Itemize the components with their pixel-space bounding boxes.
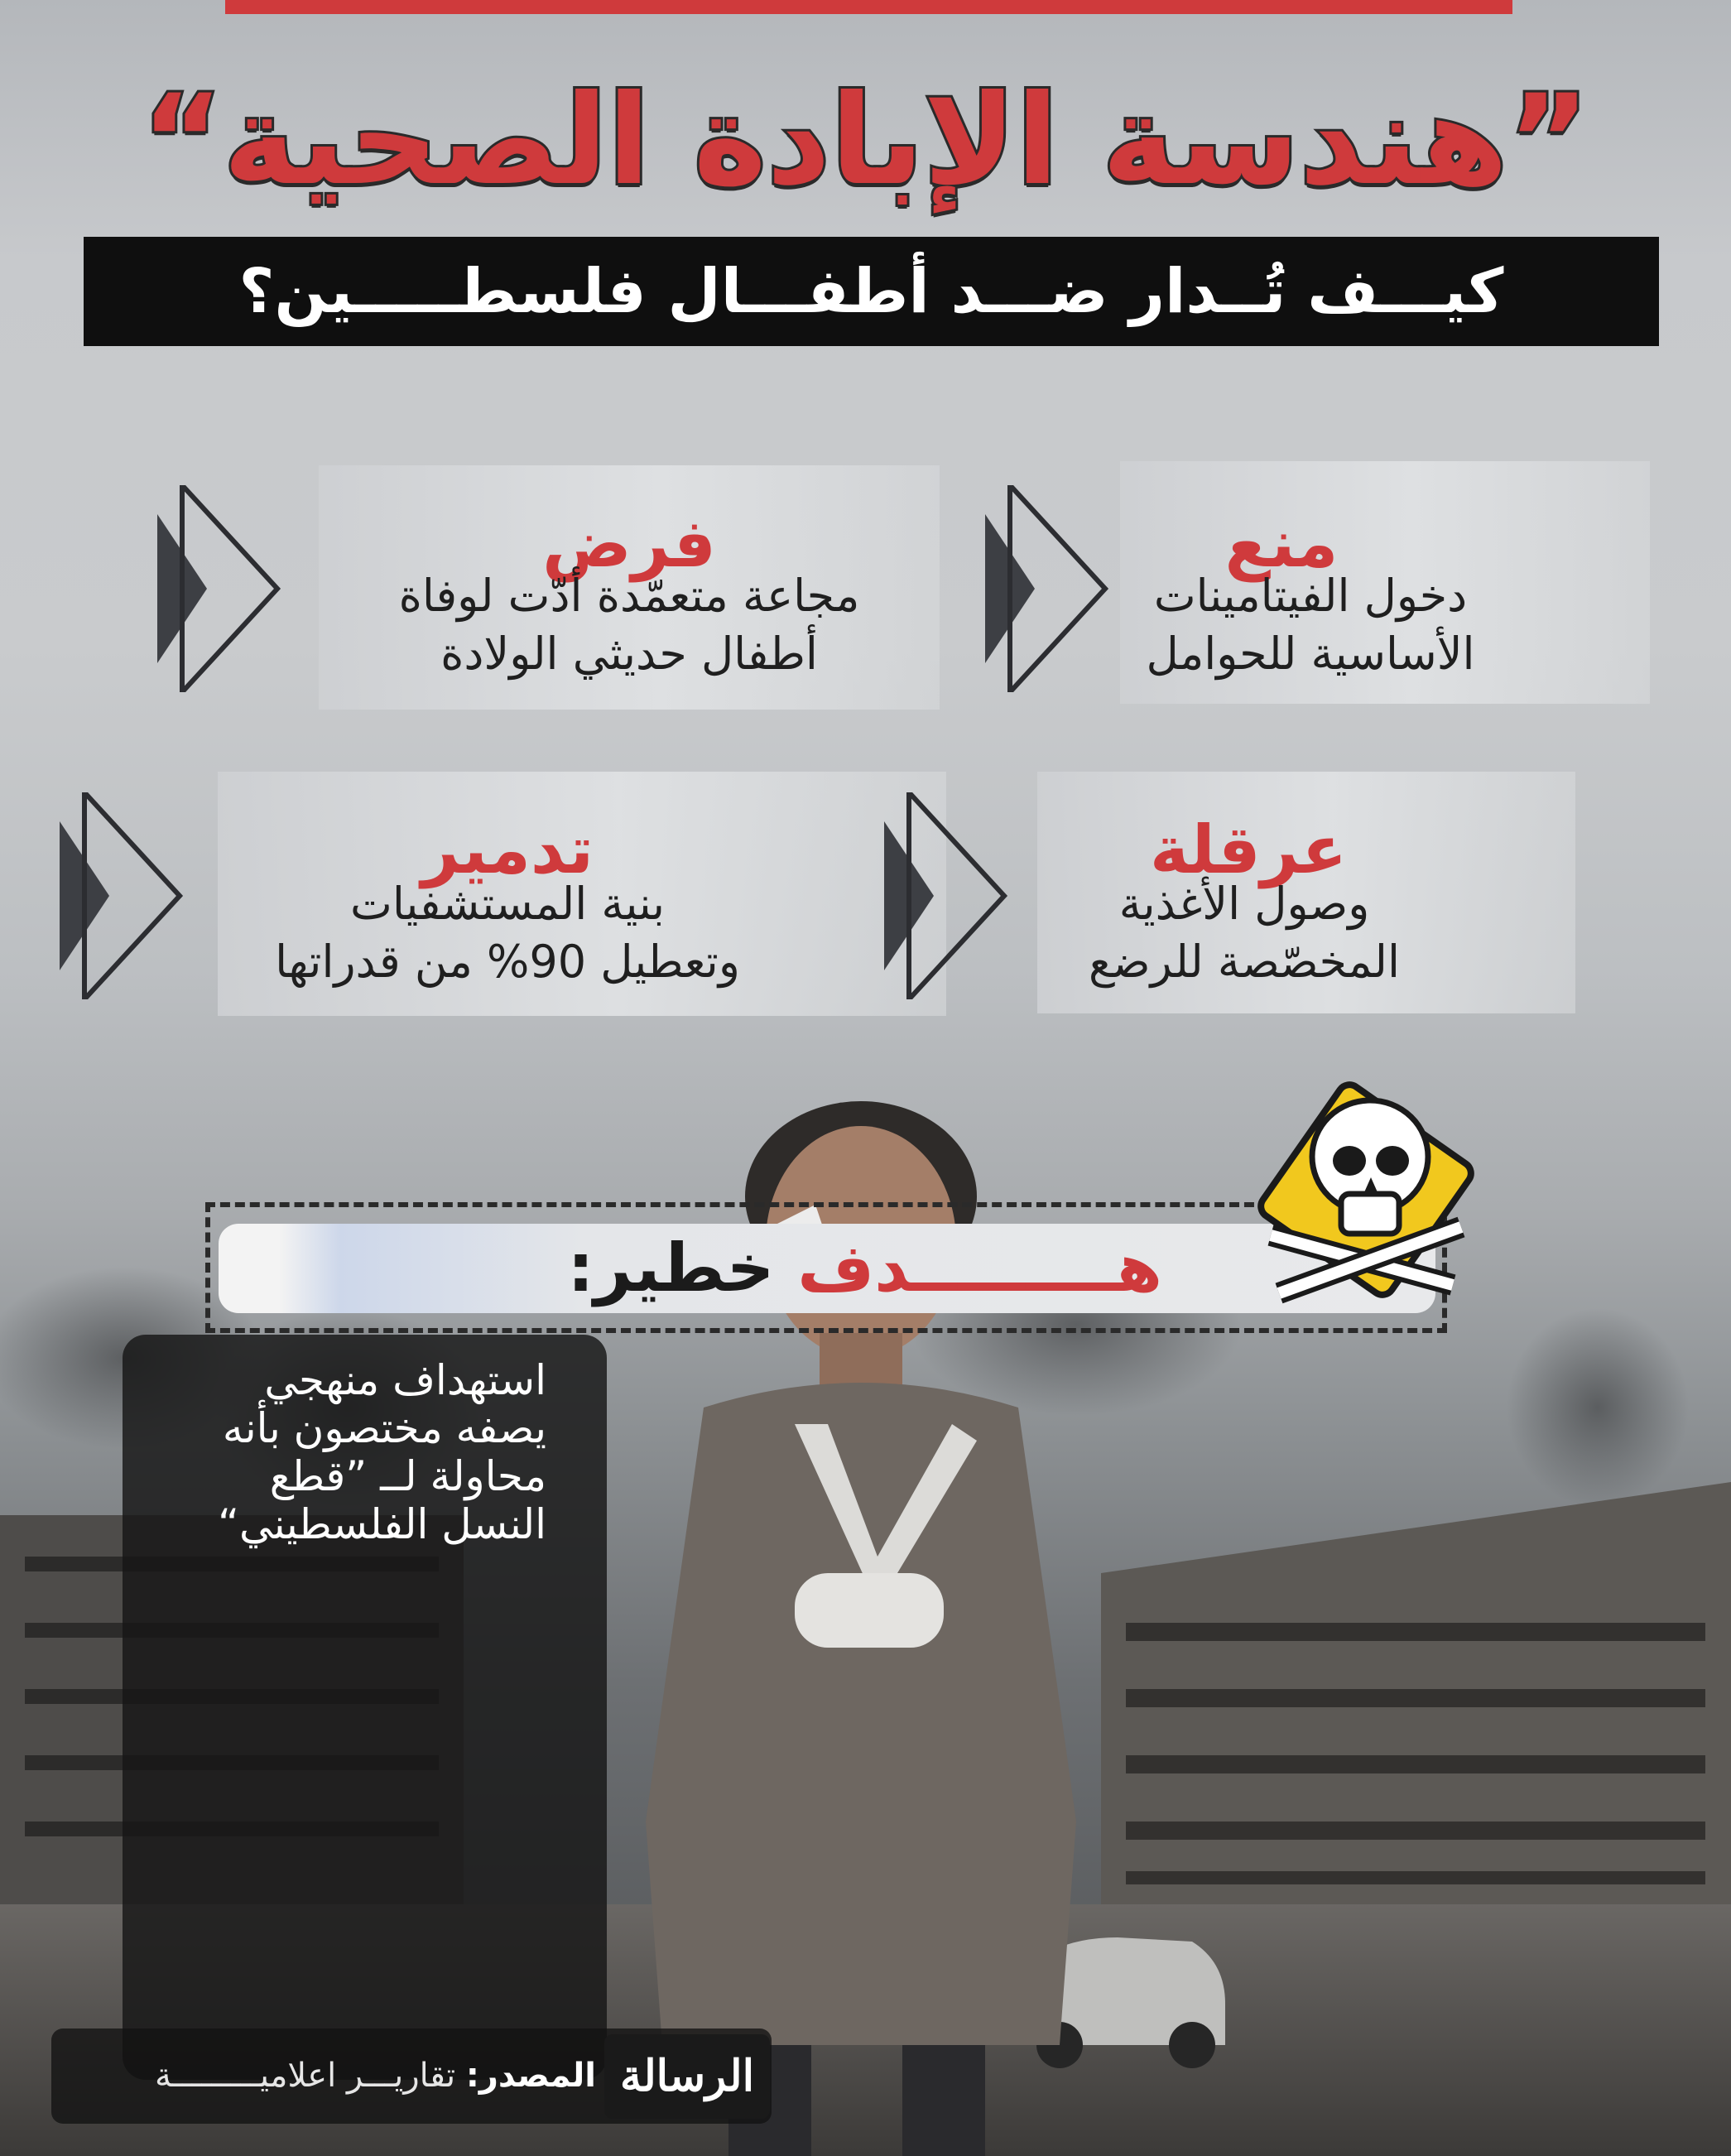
card-title: فرض <box>542 505 716 582</box>
double-chevron-arrow-icon <box>60 792 184 999</box>
skull-crossbones-warning-icon <box>1246 1070 1486 1310</box>
top-accent-bar <box>225 0 1512 14</box>
warning-label-red: هـــــــــدف <box>797 1230 1162 1307</box>
info-card-prevent <box>1120 461 1650 704</box>
page-subtitle: كيـــف تُــدار ضـــد أطفـــال فلسطـــــين؟ <box>238 256 1504 327</box>
card-body: وصول الأغذية المخصّصة للرضع <box>1088 878 1401 988</box>
source-value: تقاريـــر اعلاميـــــــــة <box>154 2057 466 2095</box>
description-text: استهداف منهجي يصفه مختصون بأنه محاولة لــ ”قطع النسل الفلسطيني“ <box>218 1356 546 1548</box>
double-chevron-arrow-icon <box>884 792 1008 999</box>
info-card-destroy <box>218 772 946 1016</box>
double-chevron-arrow-icon <box>157 485 281 692</box>
smoke-plume <box>1507 1308 1689 1507</box>
publisher-logo: الرسالة <box>619 2051 755 2101</box>
card-title: تدمير <box>421 811 594 888</box>
card-title: عرقلة <box>1150 811 1347 888</box>
page-title: ”هندسة الإبادة الصحية“ <box>141 69 1590 213</box>
source-credit <box>83 2028 596 2124</box>
card-title: منع <box>1224 505 1339 582</box>
card-body: بنية المستشفيات وتعطيل 90% من قدراتها <box>275 878 740 988</box>
info-card-obstruct <box>1037 772 1575 1013</box>
warning-label-dark: خطير: <box>567 1230 798 1307</box>
card-body: دخول الفيتامينات الأساسية للحوامل <box>1146 570 1475 680</box>
card-body: مجاعة متعمّدة أدّت لوفاة أطفال حديثي الولادة <box>398 570 860 680</box>
double-chevron-arrow-icon <box>985 485 1109 692</box>
info-card-impose <box>319 465 940 710</box>
source-label: المصدر: <box>465 2057 596 2095</box>
